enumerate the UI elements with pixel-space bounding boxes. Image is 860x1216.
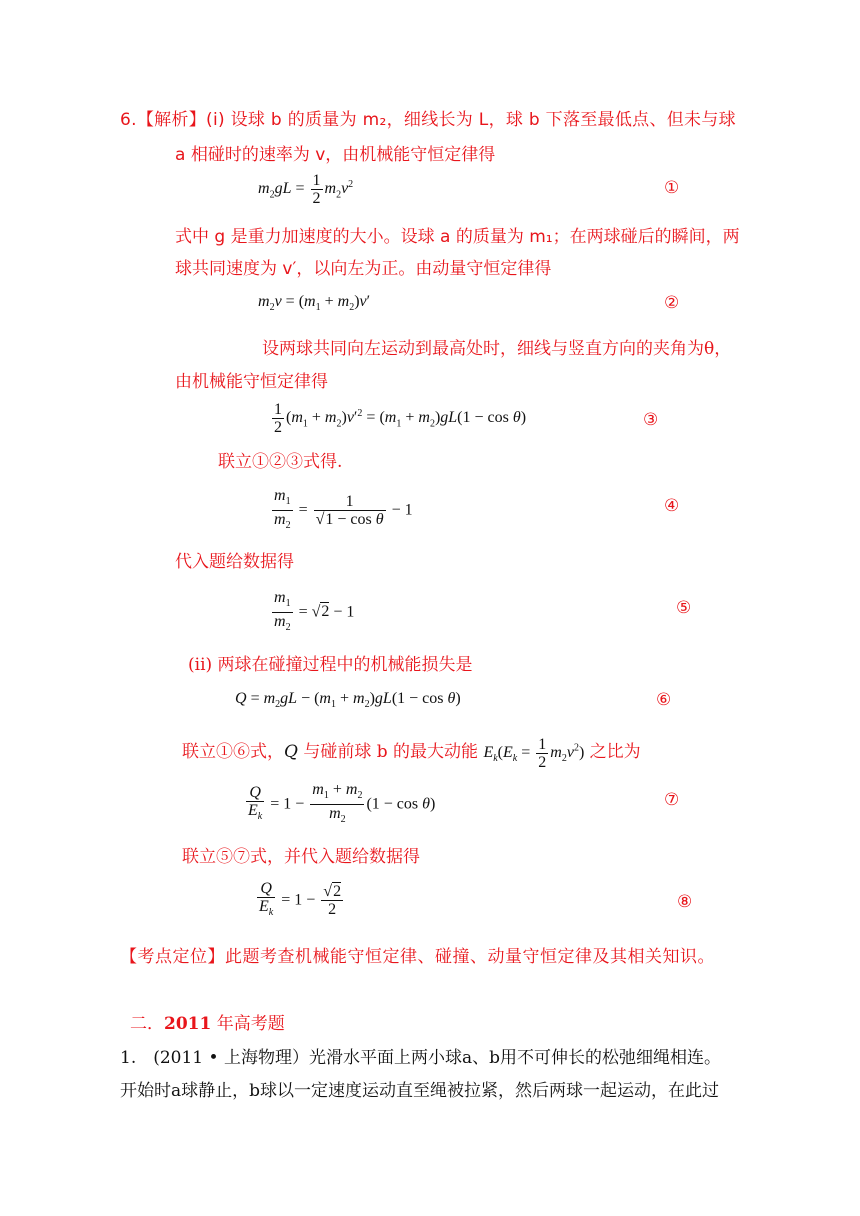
q6-line-9: (ii) 两球在碰撞过程中的机械能损失是 xyxy=(188,655,473,675)
equation-8: $\frac{Q}{E_k}$ = 1 − $\frac{√2}{2}$ xyxy=(259,880,342,919)
problem-1-line-2: 开始时a球静止，b球以一定速度运动直至绳被拉紧，然后两球一起运动，在此过 xyxy=(120,1081,720,1101)
problem-1-line-1: 1. (2011 • 上海物理）光滑水平面上两小球a、b用不可伸长的松弛细绳相连。 xyxy=(120,1048,721,1068)
equation-7-number: ⑦ xyxy=(664,790,680,810)
q6-line-11: 联立⑤⑦式，并代入题给数据得 xyxy=(182,847,420,867)
section-heading: 二．2011 年高考题 xyxy=(130,1014,285,1034)
equation-3-number: ③ xyxy=(643,410,659,430)
equation-3: $\frac{1}{2}$ $(m_1 + m_2)v'^2 = (m_1 + m_2)gL(1 - \cos \theta)$ xyxy=(274,401,527,436)
equation-5: $\frac{m_1}{m_2}$ = √2 − 1 xyxy=(274,589,355,634)
equation-2-number: ② xyxy=(664,293,680,313)
q6-line-7: 联立①②③式得. xyxy=(218,452,343,472)
equation-1: $m_2gL$ = $\frac{1}{2}$ $m_2v^2$ xyxy=(258,172,354,207)
q6-line-6: 由机械能守恒定律得 xyxy=(175,372,328,392)
equation-8-number: ⑧ xyxy=(677,892,693,912)
equation-6: $Q = m_2gL - (m_1 + m_2)gL(1 - \cos \theta)$ xyxy=(235,690,461,711)
kaodian-line: 【考点定位】此题考查机械能守恒定律、碰撞、动量守恒定律及其相关知识。 xyxy=(120,947,715,967)
q6-line-5: 设两球共同向左运动到最高处时，细线与竖直方向的夹角为θ， xyxy=(262,339,732,359)
q6-line-1: 6.【解析】(i) 设球 b 的质量为 m₂，细线长为 L，球 b 下落至最低点、但未与球 xyxy=(120,110,736,130)
q6-line-4: 球共同速度为 v′，以向左为正。由动量守恒定律得 xyxy=(175,259,552,279)
q6-line-10: 联立①⑥式，Q 与碰前球 b 的最大动能 $E_k(E_k$ = $\frac{1}{2}$ $m_2v^2$) 之比为 xyxy=(182,736,641,771)
q6-line-8: 代入题给数据得 xyxy=(175,552,294,572)
equation-4: $\frac{m_1}{m_2}$ = $\frac{1}{\text{√1 − cos θ}}$ − 1 xyxy=(274,487,413,532)
q6-line-3: 式中 g 是重力加速度的大小。设球 a 的质量为 m₁；在两球碰后的瞬间，两 xyxy=(175,227,740,247)
equation-6-number: ⑥ xyxy=(656,690,672,710)
q6-line-2: a 相碰时的速率为 v，由机械能守恒定律得 xyxy=(175,145,496,165)
equation-4-number: ④ xyxy=(664,496,680,516)
equation-7: $\frac{Q}{E_k}$ = 1 − $\frac{m_1 + m_2}{m_2}$ (1 − cos θ) xyxy=(248,781,436,826)
equation-2: $m_2v = (m_1 + m_2)v'$ xyxy=(258,293,371,314)
equation-1-number: ① xyxy=(664,178,680,198)
equation-5-number: ⑤ xyxy=(676,598,692,618)
